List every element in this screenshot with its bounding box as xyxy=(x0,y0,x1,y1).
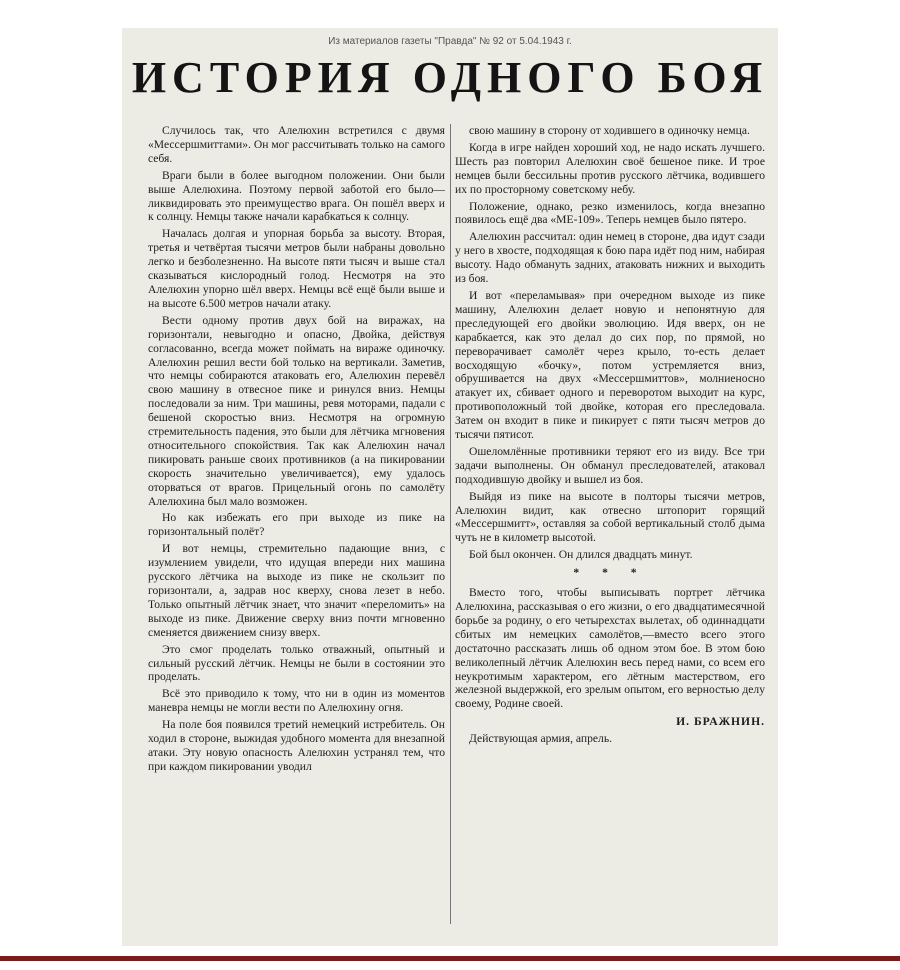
paragraph: Случилось так, что Алелюхин встретился с двумя «Мессершмиттами». Он мог рассчитывать только на самого себя. xyxy=(148,124,445,165)
paragraph: Всё это приводило к тому, что ни в один из моментов маневра немцы не могли вести по Алелюхину огня. xyxy=(148,687,445,715)
paragraph: Положение, однако, резко изменилось, когда внезапно появилось ещё два «МЕ-109». Теперь немцев было пятеро. xyxy=(455,199,765,227)
source-note: Из материалов газеты "Правда" № 92 от 5.04.1943 г. xyxy=(328,36,572,47)
paragraph: Когда в игре найден хороший ход, не надо искать лучшего. Шесть раз повторил Алелюхин своё бешеное пике. И трое немцев были бессильны против русского лётчика, водившего их по просторному советскому небу. xyxy=(455,140,765,196)
author-signature: И. БРАЖНИН. xyxy=(676,715,765,729)
paragraph: Выйдя из пике на высоте в полторы тысячи метров, Алелюхин видит, как отвесно штопорит горящий «Мессершмитт», оставляя за собой вертикальный столб дыма чуть не в километр высотой. xyxy=(455,489,765,545)
paragraph: Это смог проделать только отважный, опытный и сильный русский лётчик. Немцы не были в состоянии это проделать. xyxy=(148,642,445,684)
paragraph: И вот «переламывая» при очередном выходе из пике машину, Алелюхин делает новую и непонятную для преследующей его двойки эволюцию. Идя вверх, он не карабкается, как это делал до сих пор, по прямой, но переворачивает самолёт через крыло, то-есть делает восходящую «бочку», потом устремляется вниз, обрушивается на двух «Мессершмиттов», молниеносно атакует их, сбивает одного и переворотом выходит на курс, противоположный той двойке, которая его преследовала. Затем он входит в пике и пикирует с пяти тысяч метров до тысячи пятисот. xyxy=(455,288,765,442)
paragraph: Но как избежать его при выходе из пике на горизонтальный полёт? xyxy=(148,511,445,539)
section-separator: * * * xyxy=(573,566,647,580)
paragraph: Алелюхин рассчитал: один немец в стороне, два идут сзади у него в хвосте, подходящая к бою пара идёт под ним, набирая высоту. Надо обмануть задних, атаковать нижних и выходить из боя. xyxy=(455,230,765,286)
closing-paragraph: Вместо того, чтобы выписывать портрет лётчика Алелюхина, рассказывая о его жизни, о его двадцатимесячной борьбе за родину, о его четырехстах вылетах, об одиннадцати сбитых им немецких самолётов,—вместо всего этого достаточно рассказать лишь об одном этом бое. В этом бою великолепный лётчик Алелюхин весь перед нами, со всем его неукротимым характером, его лётным мастерством, его железной выдержкой, его зрелым опытом, его верностью делу своему, Родине своей. xyxy=(455,586,765,711)
paragraph: Враги были в более выгодном положении. Они были выше Алелюхина. Поэтому первой заботой его было—ликвидировать это преимущество врага. Он пошёл вверх и к солнцу. Немцы также начали карабкаться к солнцу. xyxy=(148,168,445,224)
article-column-left xyxy=(148,124,445,932)
paragraph: Вести одному против двух бой на виражах, на горизонтали, невыгодно и опасно, Двойка, действуя согласованно, всегда может поймать на вираже одиночку. Алелюхин решил вести бой только на вертикали. Заметив, что немцы собираются атаковать его, Алелюхин перевёл свою машину в отвесное пике и ринулся вниз. Немцы последовали за ним. Три машины, ревя моторами, падали с бешеной скоростью вниз. Несмотря на огромную стремительность падения, это были для лётчика мгновения относительного спокойствия. Так как Алелюхин начал пикировать раньше своих противников (а на пикировании скорость значительно увеличивается), ему удалось оторваться от врагов. Прицельный огонь по самолёту Алелюхина был мало возможен. xyxy=(148,313,445,508)
paragraph: Началась долгая и упорная борьба за высоту. Вторая, третья и четвёртая тысячи метров были набраны довольно легко и безболезненно. На высоте пяти тысяч и выше стал сказываться кислородный голод. Несмотря на это Алелюхин упорно шёл вверх. Немцы всё ещё были выше и на высоте 6.500 метров начали атаку. xyxy=(148,227,445,310)
article-column-right xyxy=(455,124,765,932)
bottom-rule xyxy=(0,956,900,961)
paragraph: свою машину в сторону от ходившего в одиночку немца. xyxy=(469,124,750,137)
dateline: Действующая армия, апрель. xyxy=(469,732,613,746)
paragraph: Бой был окончен. Он длился двадцать минут. xyxy=(469,548,693,562)
article-headline: ИСТОРИЯ ОДНОГО БОЯ xyxy=(131,53,769,102)
paragraph: И вот немцы, стремительно падающие вниз, с изумлением увидели, что идущая впереди них машина русского лётчика на выходе из пике не скользит по горизонтали, а, задрав нос кверху, снова лезет в небо. Только опытный лётчик знает, что значит «переломить» на выходе из пике. Движение сверху вниз почти мгновенно сменяется движением снизу вверх. xyxy=(148,542,445,639)
paragraph: Ошеломлённые противники теряют его из виду. Все три задачи выполнены. Он обманул преследователей, атаковал подходившую двойку и вышел из боя. xyxy=(455,444,765,486)
newspaper-clipping xyxy=(122,28,778,946)
paragraph: На поле боя появился третий немецкий истребитель. Он ходил в стороне, выжидая удобного момента для внезапной атаки. Эту новую опасность Алелюхин устранял тем, что при каждом пикировании уводил xyxy=(148,718,445,773)
column-divider xyxy=(450,124,451,924)
